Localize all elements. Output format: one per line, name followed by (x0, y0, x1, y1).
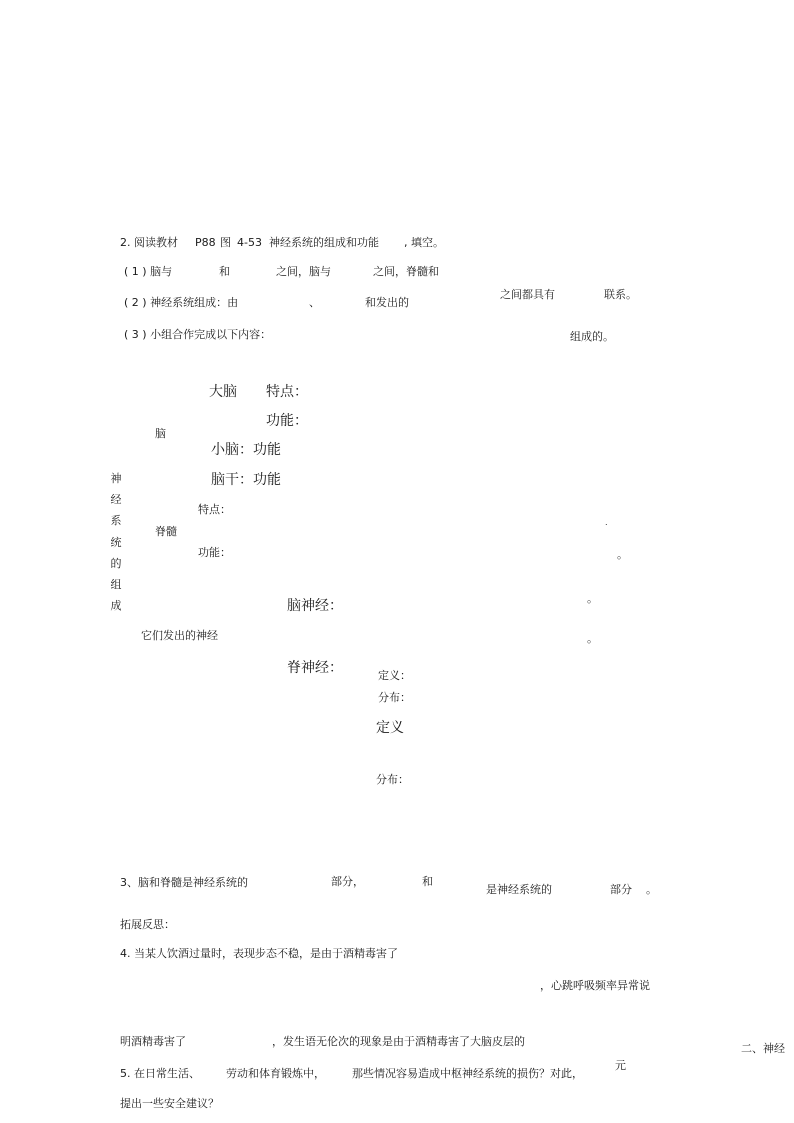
distribution-small: 分布： (378, 691, 411, 704)
q4-a: 4. 当某人饮酒过量时，表现步态不稳，是由于酒精毒害了 (120, 947, 398, 960)
q3-e: 部分 (610, 883, 632, 896)
q5-d: 提出一些安全建议？ (120, 1097, 219, 1110)
definition-large: 定义 (376, 720, 404, 736)
distribution-large: 分布： (376, 773, 409, 786)
q2-l2-a: ( 2 ) 神经系统组成：由 (124, 296, 239, 309)
neuron-char: 元 (615, 1059, 626, 1072)
definition-small: 定义： (378, 669, 411, 682)
blank-mark: 。 (587, 632, 598, 645)
q5-b: 劳动和体育锻炼中， (226, 1067, 325, 1080)
q3-d: 是神经系统的 (486, 883, 552, 896)
q2-l2-b: 、 (309, 296, 320, 309)
q2-fig-no: 4-53 (237, 236, 262, 249)
spinal-cord-label: 脊髓 (155, 525, 177, 538)
cerebrum-label: 大脑 (209, 384, 237, 400)
cranial-nerve-label: 脑神经： (287, 598, 343, 614)
q3-c: 和 (422, 875, 433, 888)
brain-label: 脑 (155, 427, 166, 440)
q2-l1-d: 之间，脊髓和 (373, 265, 439, 278)
section-heading-neuron: 二、神经 (741, 1042, 785, 1055)
q2-fig-label: 图 (220, 236, 231, 249)
q2-l2-c: 和发出的 (365, 296, 409, 309)
q4-b: ，心跳呼吸频率异常说 (540, 979, 650, 992)
q2-l1-c: 之间，脑与 (276, 265, 331, 278)
q5-a: 5. 在日常生活、 (120, 1067, 200, 1080)
q2-l3-b: 组成的。 (570, 330, 614, 343)
q4-d: ，发生语无伦次的现象是由于酒精毒害了大脑皮层的 (272, 1035, 525, 1048)
q3-b: 部分， (331, 875, 364, 888)
q3-f: 。 (646, 883, 657, 896)
q2-l2-e: 联系。 (604, 288, 637, 301)
q2-l2-d: 之间都具有 (500, 288, 555, 301)
blank-mark: 。 (617, 548, 628, 561)
spinal-cord-feature: 特点： (198, 503, 231, 516)
q2-l1-a: ( 1 ) 脑与 (124, 265, 173, 278)
cerebrum-function: 功能： (266, 413, 308, 429)
blank-mark: 。 (587, 592, 598, 605)
q4-c: 明酒精毒害了 (120, 1035, 186, 1048)
expand-reflection-heading: 拓展反思： (120, 918, 175, 931)
q3-a: 3、脑和脊髓是神经系统的 (120, 876, 248, 889)
spinal-nerve-label: 脊神经： (287, 660, 343, 676)
nerves-from-label: 它们发出的神经 (141, 629, 218, 642)
cerebellum-function: 小脑：功能 (211, 442, 281, 458)
q2-page: P88 (195, 236, 216, 249)
cerebrum-feature: 特点： (266, 384, 308, 400)
brainstem-function: 脑干：功能 (211, 472, 281, 488)
q5-c: 那些情况容易造成中枢神经系统的损伤？对此， (352, 1067, 583, 1080)
nervous-system-composition-label: 神 经 系 统 的 组 成 (110, 472, 122, 613)
q2-l1-b: 和 (219, 265, 230, 278)
blank-mark: . (605, 518, 608, 527)
q2-l3-a: ( 3 ) 小组合作完成以下内容： (124, 328, 272, 341)
q2-tail: , 填空。 (404, 236, 444, 249)
q2-number: 2. (120, 236, 131, 249)
spinal-cord-function: 功能： (198, 546, 231, 559)
q2-read: 阅读教材 (134, 236, 178, 249)
q2-fig-title: 神经系统的组成和功能 (269, 236, 379, 249)
